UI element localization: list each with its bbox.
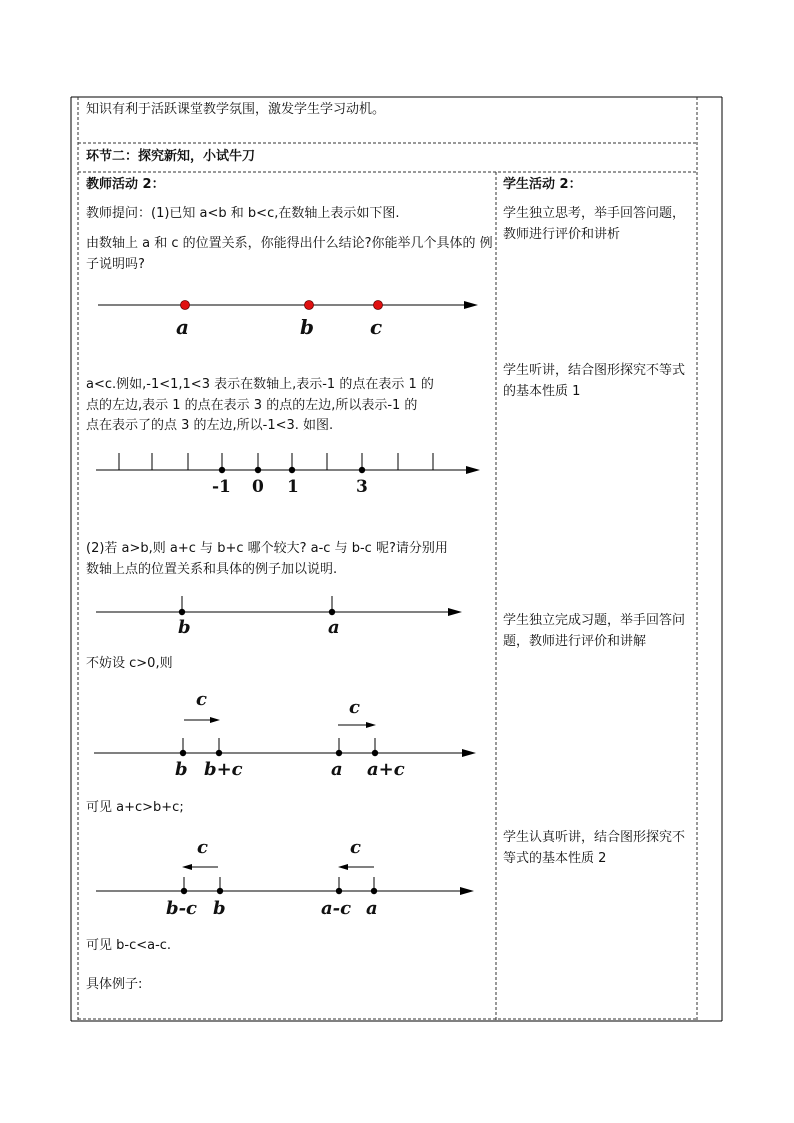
example-label: 具体例子:	[86, 977, 143, 992]
student-note-4: 学生认真听讲，结合图形探究不等式的基本性质 2	[503, 830, 686, 866]
number-line-subtract-c	[90, 858, 490, 904]
conclusion-2: 可见 b-c<a-c.	[86, 938, 172, 953]
point-b	[305, 301, 314, 310]
label-b: b	[175, 759, 188, 780]
answer-1-line-3: 点在表示了的点 3 的左边,所以-1<3. 如图.	[86, 418, 334, 433]
label-b: b	[300, 315, 314, 339]
assumption-text: 不妨设 c>0,则	[86, 656, 173, 671]
shift-label-c: c	[350, 837, 361, 858]
teacher-activity-heading: 教师活动 2：	[86, 177, 165, 192]
label-b: b	[178, 617, 191, 638]
student-note-1: 学生独立思考，举手回答问题，教师进行评价和讲析	[503, 206, 686, 242]
point-3	[359, 467, 365, 473]
question-1-followup: 由数轴上 a 和 c 的位置关系，你能得出什么结论?你能举几个具体的 例子说明吗?	[86, 236, 493, 272]
label-a-plus-c: a+c	[367, 759, 405, 780]
point-a-minus-c	[336, 888, 342, 894]
shift-label-c: c	[196, 689, 207, 710]
point-b-minus-c	[181, 888, 187, 894]
number-line-ba	[90, 594, 470, 620]
label-neg1: -1	[212, 477, 231, 497]
question-2-line-1: (2)若 a>b,则 a+c 与 b+c 哪个较大? a-c 与 b-c 呢?请分别用	[86, 541, 448, 556]
point-b	[179, 609, 185, 615]
question-2-line-2: 数轴上点的位置关系和具体的例子加以说明.	[86, 562, 338, 577]
student-activity-heading: 学生活动 2：	[503, 177, 582, 192]
section-title: 环节二：探究新知，小试牛刀	[86, 149, 256, 164]
point-1	[289, 467, 295, 473]
point-b	[217, 888, 223, 894]
point-a	[329, 609, 335, 615]
number-line-add-c	[90, 712, 490, 762]
label-3: 3	[356, 477, 368, 497]
label-a: a	[328, 617, 340, 638]
student-note-3: 学生独立完成习题，举手回答问题，教师进行评价和讲解	[503, 613, 686, 649]
label-a: a	[366, 898, 378, 919]
label-b: b	[213, 898, 226, 919]
point-a	[336, 750, 342, 756]
number-line-abc	[90, 292, 490, 342]
label-b-minus-c: b-c	[166, 898, 198, 919]
number-line-integers	[90, 450, 490, 480]
label-a: a	[331, 759, 343, 780]
point-a-plus-c	[372, 750, 378, 756]
question-1: 教师提问：(1)已知 a<b 和 b<c,在数轴上表示如下图.	[86, 206, 400, 221]
label-a: a	[176, 315, 189, 339]
point-a	[371, 888, 377, 894]
point-b	[180, 750, 186, 756]
label-0: 0	[252, 477, 264, 497]
intro-text: 知识有利于活跃课堂教学氛围，激发学生学习动机。	[86, 102, 386, 117]
point-b-plus-c	[216, 750, 222, 756]
answer-1-line-1: a<c.例如,-1<1,1<3 表示在数轴上,表示-1 的点在表示 1 的	[86, 377, 434, 392]
point-a	[181, 301, 190, 310]
label-a-minus-c: a-c	[321, 898, 352, 919]
point-c	[374, 301, 383, 310]
point-0	[255, 467, 261, 473]
label-1: 1	[287, 477, 299, 497]
point-neg1	[219, 467, 225, 473]
shift-label-c: c	[349, 697, 360, 718]
label-c: c	[370, 315, 383, 339]
answer-1-line-2: 点的左边,表示 1 的点在表示 3 的点的左边,所以表示-1 的	[86, 398, 418, 413]
conclusion-1: 可见 a+c>b+c;	[86, 800, 184, 815]
label-b-plus-c: b+c	[204, 759, 243, 780]
shift-label-c: c	[197, 837, 208, 858]
student-note-2: 学生听讲，结合图形探究不等式的基本性质 1	[503, 363, 686, 399]
